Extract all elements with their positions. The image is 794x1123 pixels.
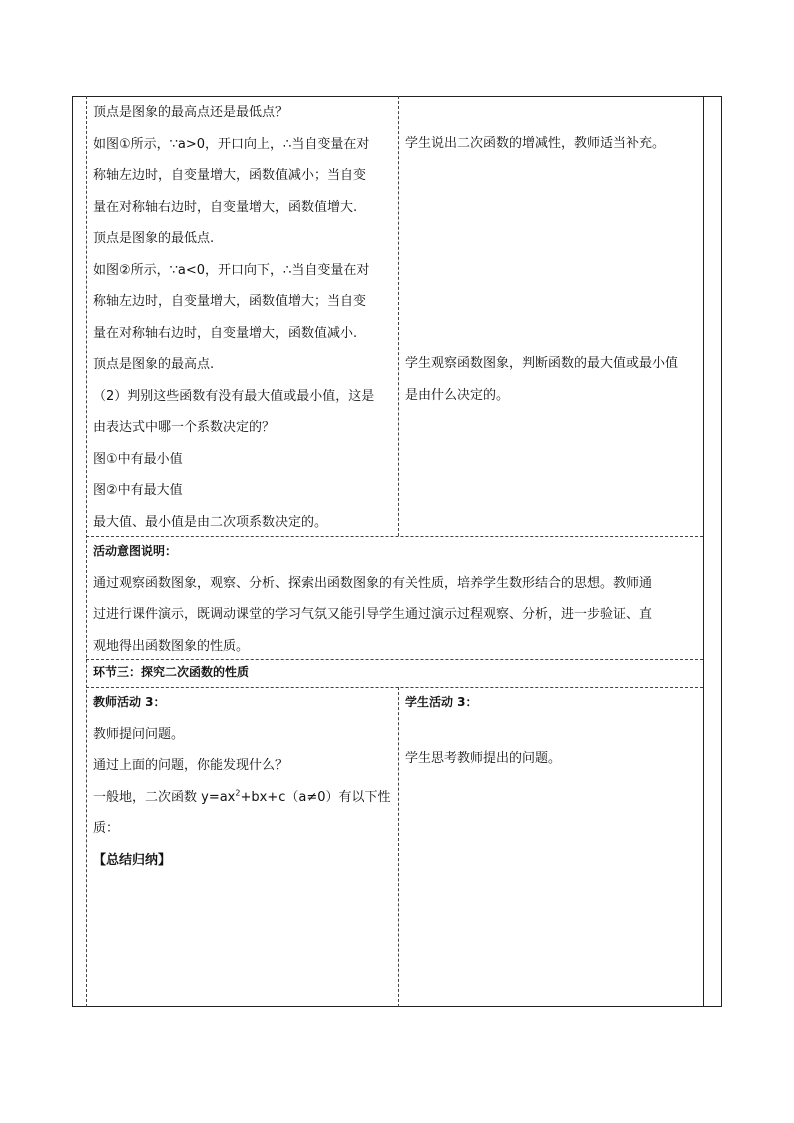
left-dashed-border xyxy=(86,96,87,1007)
text-line: 观地得出函数图象的性质。 xyxy=(93,638,250,654)
right-margin-line xyxy=(703,96,704,1007)
text-line: 通过上面的问题，你能发现什么？ xyxy=(93,758,289,773)
text-line: 量在对称轴右边时，自变量增大，函数值减小. xyxy=(93,325,358,341)
student-activity-3-note xyxy=(405,743,561,775)
text-line: 称轴左边时，自变量增大，函数值增大；当自变 xyxy=(93,294,367,309)
summary-label: 【总结归纳】 xyxy=(93,852,172,868)
student-activity-heading: 学生活动 3： xyxy=(405,695,478,709)
column-divider-upper xyxy=(398,96,399,536)
text-line: 质： xyxy=(93,821,120,836)
student-note-1 xyxy=(405,128,665,160)
text-line: （2）判别这些函数有没有最大值或最小值，这是 xyxy=(93,388,375,404)
student-note-text: 学生思考教师提出的问题。 xyxy=(405,751,562,766)
text-line: 如图②所示，∵a<0，开口向下，∴当自变量在对 xyxy=(93,262,370,278)
text-line: 由表达式中哪一个系数决定的？ xyxy=(93,420,276,435)
text-line: 最大值、最小值是由二次项系数决定的。 xyxy=(93,514,328,530)
text-line: 图②中有最大值 xyxy=(93,483,183,498)
text-line: 过进行课件演示，既调动课堂的学习气氛又能引导学生通过演示过程观察、分析，进一步验证、直 xyxy=(93,607,653,622)
teacher-activity-heading: 教师活动 3： xyxy=(93,695,166,709)
text-line: 通过观察函数图象，观察、分析、探索出函数图象的有关性质，培养学生数形结合的思想。教师通 xyxy=(93,575,653,591)
text-line: 如图①所示，∵a>0，开口向上，∴当自变量在对 xyxy=(93,136,370,152)
teacher-activity-text xyxy=(93,97,374,538)
activity-intent-heading: 活动意图说明： xyxy=(93,544,178,558)
formula-text: +bx+c（a≠0）有以下性 xyxy=(240,789,391,805)
student-note-2 xyxy=(405,348,678,411)
text-line: 量在对称轴右边时，自变量增大，函数值增大. xyxy=(93,199,358,215)
formula-line xyxy=(93,782,391,814)
formula-text: 一般地，二次函数 y=ax xyxy=(93,789,236,805)
formula-exponent: 2 xyxy=(235,788,241,798)
text-line: 顶点是图象的最低点. xyxy=(93,231,215,246)
teacher-activity-3 xyxy=(93,687,391,876)
activity-intent-block xyxy=(93,536,652,662)
section3-heading-row xyxy=(93,658,249,686)
section-heading: 环节三：探究二次函数的性质 xyxy=(93,665,250,679)
student-activity-3-heading xyxy=(405,687,478,719)
column-divider-lower xyxy=(398,687,399,1007)
student-note-text: 学生说出二次函数的增减性，教师适当补充。 xyxy=(405,136,666,151)
text-line: 称轴左边时，自变量增大，函数值减小；当自变 xyxy=(93,168,367,183)
student-note-text: 学生观察函数图象，判断函数的最大值或最小值 xyxy=(405,356,679,371)
text-line: 顶点是图象的最高点. xyxy=(93,357,215,372)
text-line: 顶点是图象的最高点还是最低点？ xyxy=(93,105,289,120)
text-line: 图①中有最小值 xyxy=(93,451,183,467)
text-line: 教师提问问题。 xyxy=(93,726,185,742)
student-note-text: 是由什么决定的。 xyxy=(405,387,510,403)
